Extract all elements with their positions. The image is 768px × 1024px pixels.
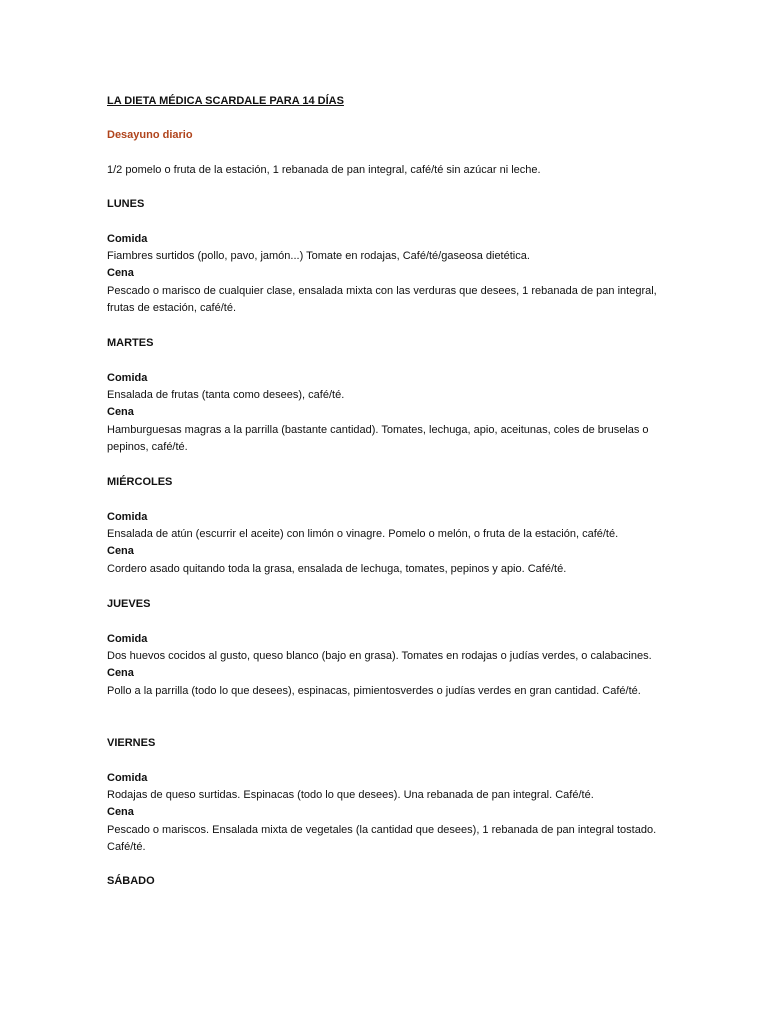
day-meals — [107, 631, 667, 700]
cena-text: Pescado o mariscos. Ensalada mixta de vegetales (la cantidad que desees), 1 rebanada de pan integral tostado. Café/té. — [107, 823, 657, 853]
day-heading: MIÉRCOLES — [107, 476, 173, 488]
cena-text: Pollo a la parrilla (todo lo que desees), espinacas, pimientosverdes o judías verdes en gran cantidad. Café/té. — [107, 684, 641, 697]
day-heading: VIERNES — [107, 737, 156, 749]
day-meals — [107, 770, 667, 856]
comida-text: Dos huevos cocidos al gusto, queso blanco (bajo en grasa). Tomates en rodajas o judías verdes, o calabacines. — [107, 650, 652, 663]
comida-label: Comida — [107, 372, 148, 384]
cena-text: Pescado o marisco de cualquier clase, ensalada mixta con las verduras que desees, 1 rebanada de pan integral, frutas de estación, café/té. — [107, 284, 657, 314]
comida-label: Comida — [107, 233, 148, 245]
comida-text: Ensalada de frutas (tanta como desees), café/té. — [107, 389, 345, 402]
day-heading: LUNES — [107, 198, 145, 210]
cena-text: Cordero asado quitando toda la grasa, ensalada de lechuga, tomates, pepinos y apio. Café/té. — [107, 562, 567, 575]
cena-label: Cena — [107, 267, 134, 280]
day-section-viernes — [107, 736, 667, 856]
day-section-miercoles — [107, 475, 667, 578]
breakfast-text: 1/2 pomelo o fruta de la estación, 1 rebanada de pan integral, café/té sin azúcar ni leche. — [107, 164, 541, 176]
comida-text: Rodajas de queso surtidas. Espinacas (todo lo que desees). Una rebanada de pan integral. Café/té. — [107, 789, 594, 802]
cena-label: Cena — [107, 545, 134, 558]
breakfast-heading: Desayuno diario — [107, 129, 193, 141]
day-meals — [107, 509, 667, 578]
comida-label: Comida — [107, 511, 148, 523]
day-section-jueves — [107, 597, 667, 700]
document-title: LA DIETA MÉDICA SCARDALE PARA 14 DÍAS — [107, 95, 344, 107]
comida-label: Comida — [107, 633, 148, 645]
day-meals — [107, 370, 667, 456]
day-section-lunes — [107, 197, 667, 317]
comida-label: Comida — [107, 772, 148, 784]
cena-text: Hamburguesas magras a la parrilla (bastante cantidad). Tomates, lechuga, apio, aceitunas, coles de bruselas o pepinos, café/té. — [107, 423, 649, 453]
day-heading: JUEVES — [107, 598, 151, 610]
comida-text: Fiambres surtidos (pollo, pavo, jamón...) Tomate en rodajas, Café/té/gaseosa dietética. — [107, 250, 530, 263]
day-section-sabado — [107, 874, 667, 888]
day-section-martes — [107, 336, 667, 456]
comida-text: Ensalada de atún (escurrir el aceite) con limón o vinagre. Pomelo o melón, o fruta de la estación, café/té. — [107, 528, 619, 541]
cena-label: Cena — [107, 806, 134, 819]
day-heading: SÁBADO — [107, 875, 155, 887]
cena-label: Cena — [107, 406, 134, 419]
day-meals — [107, 231, 667, 317]
cena-label: Cena — [107, 667, 134, 680]
day-heading: MARTES — [107, 337, 154, 349]
